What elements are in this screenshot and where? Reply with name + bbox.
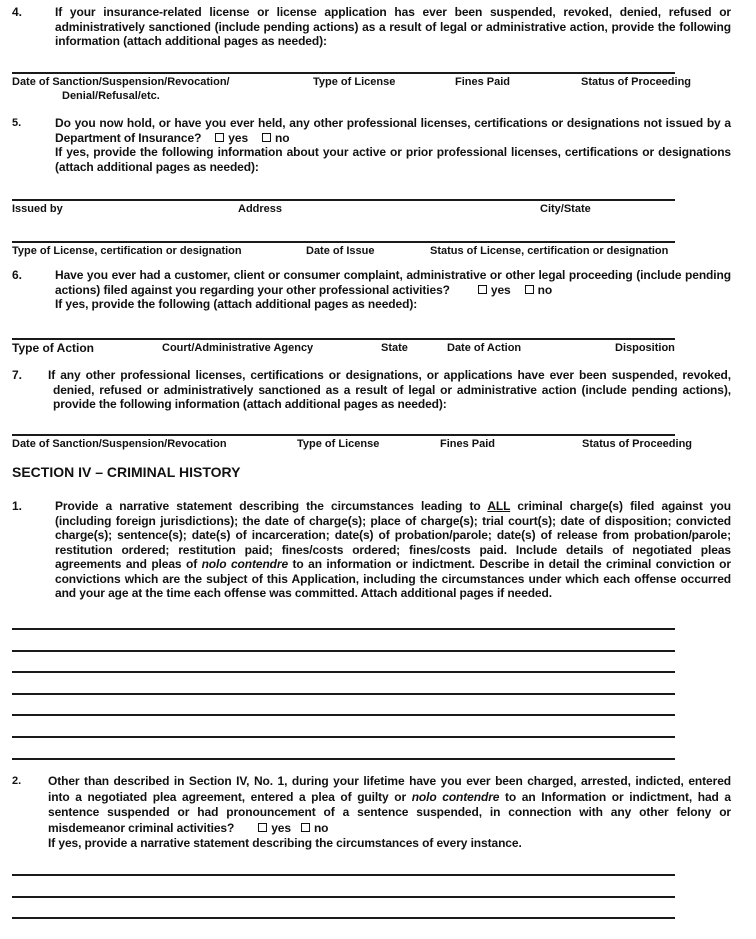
q5-col-address: Address — [238, 203, 283, 215]
q4-col-type: Type of License — [313, 76, 396, 88]
q4-col-date: Date of Sanction/Suspension/Revocation/ — [12, 76, 230, 88]
s4-q2-answer-line-3[interactable] — [12, 917, 675, 919]
section-iv-title: SECTION IV – CRIMINAL HISTORY — [12, 464, 241, 480]
q6-number: 6. — [12, 268, 23, 282]
s4-q1-answer-line-2[interactable] — [12, 650, 675, 652]
s4-q1-answer-line-6[interactable] — [12, 736, 675, 738]
q5-no-label: no — [275, 130, 290, 145]
s4-q2-no-label: no — [313, 820, 329, 835]
q7-col-status: Status of Proceeding — [582, 438, 693, 450]
s4-q1-answer-line-5[interactable] — [12, 714, 675, 716]
q5-col-issued-by: Issued by — [12, 203, 63, 215]
q6-answer-line[interactable] — [12, 338, 675, 340]
s4-q2-answer-line-2[interactable] — [12, 896, 675, 898]
q6-yes-checkbox[interactable] — [478, 285, 487, 294]
s4-q2-no-checkbox[interactable] — [301, 823, 310, 832]
s4-q1-answer-line-3[interactable] — [12, 671, 675, 673]
q6-col-type-action: Type of Action — [12, 341, 94, 355]
q5-col-status: Status of License, certification or designation — [430, 245, 669, 257]
q4-number: 4. — [12, 5, 23, 19]
s4-q1-text: Provide a narrative statement describing the circumstances leading to ALL criminal charge(s) filed against you (including foreign jurisdictions); the date of charge(s); place of charge(s); trial court(s); date of disposition; convicted charge(s); sentence(s); date(s) of incarceration; date(s) of probation/parole; date(s) of release from probation/parole; restitution ordered; restitution paid; fines/costs ordered; fines/costs paid. Include details of negotiated pleas agreements and pleas of nolo contendre to an information or indictment. Describe in detail the criminal conviction or convictions which are the subject of this Application, including the circumstances under which each offense occurred and your age at the time each offense was committed. Attach additional pages if needed. — [55, 499, 731, 600]
q6-no-label: no — [537, 282, 553, 297]
q5-number: 5. — [12, 117, 22, 129]
q6-col-state: State — [381, 342, 408, 354]
s4-q2-number: 2. — [12, 775, 22, 787]
q6-yes-label: yes — [490, 282, 511, 297]
q4-col-date-line2: Denial/Refusal/etc. — [62, 90, 160, 102]
q7-col-type: Type of License — [297, 438, 380, 450]
s4-q2-yes-checkbox[interactable] — [258, 823, 267, 832]
s4-q1-number: 1. — [12, 499, 23, 513]
q5-yes-label: yes — [228, 130, 249, 145]
all-emphasis: ALL — [487, 499, 511, 513]
q6-no-checkbox[interactable] — [525, 285, 534, 294]
q5-text: Do you now hold, or have you ever held, any other professional licenses, certifications or designations not issued by a Department of Insurance? yes no If yes, provide the following information about your active or prior professional licenses, certifications or designations (attach additional pages as needed): — [55, 116, 731, 174]
q7-text: If any other professional licenses, certifications or designations, or applications have ever been suspended, revoked, denied, refused or administratively sanctioned as a result of legal or administrative action (include pending actions), provide the following information (attach additional pages as needed): — [48, 368, 731, 411]
q6-col-date-action: Date of Action — [447, 342, 522, 354]
s4-q1-answer-line-7[interactable] — [12, 758, 675, 760]
s4-q1-answer-line-1[interactable] — [12, 628, 675, 630]
q5-col-date-issue: Date of Issue — [306, 245, 375, 257]
q7-answer-line[interactable] — [12, 434, 675, 436]
s4-q2-answer-line-1[interactable] — [12, 874, 675, 876]
q6-col-court: Court/Administrative Agency — [162, 342, 314, 354]
s4-q2-yes-label: yes — [271, 820, 291, 835]
q5-col-city-state: City/State — [540, 203, 591, 215]
q6-text: Have you ever had a customer, client or consumer complaint, administrative or other legal proceeding (include pending actions) filed against you regarding your other professional activities? yes no If yes, provide the following (attach additional pages as needed): — [55, 268, 731, 311]
q7-number: 7. — [12, 368, 23, 382]
q5-col-type: Type of License, certification or designation — [12, 245, 242, 257]
q5-no-checkbox[interactable] — [262, 133, 271, 142]
q5-yes-checkbox[interactable] — [215, 133, 224, 142]
q7-col-date: Date of Sanction/Suspension/Revocation — [12, 438, 227, 450]
s4-q2-text: Other than described in Section IV, No. 1, during your lifetime have you ever been charged, arrested, indicted, entered into a negotiated plea agreement, entered a plea of guilty or nolo contendre to an Information or indictment, had a sentence suspended or had pronouncement of a sentence suspended, in connection with any other felony or misdemeanor criminal activities? yes no If yes, provide a narrative statement describing the circumstances of every instance. — [48, 774, 731, 850]
q5-answer-line-2[interactable] — [12, 241, 675, 243]
q6-col-disposition: Disposition — [615, 342, 675, 354]
q4-answer-line[interactable] — [12, 72, 675, 74]
q4-col-fines: Fines Paid — [455, 76, 511, 88]
q5-answer-line-1[interactable] — [12, 199, 675, 201]
q4-col-status: Status of Proceeding — [581, 76, 692, 88]
q7-col-fines: Fines Paid — [440, 438, 496, 450]
s4-q1-answer-line-4[interactable] — [12, 693, 675, 695]
q4-text: If your insurance-related license or license application has ever been suspended, revoked, denied, refused or administratively sanctioned (include pending actions) as a result of legal or administrative action, provide the following information (attach additional pages as needed): — [55, 5, 731, 48]
